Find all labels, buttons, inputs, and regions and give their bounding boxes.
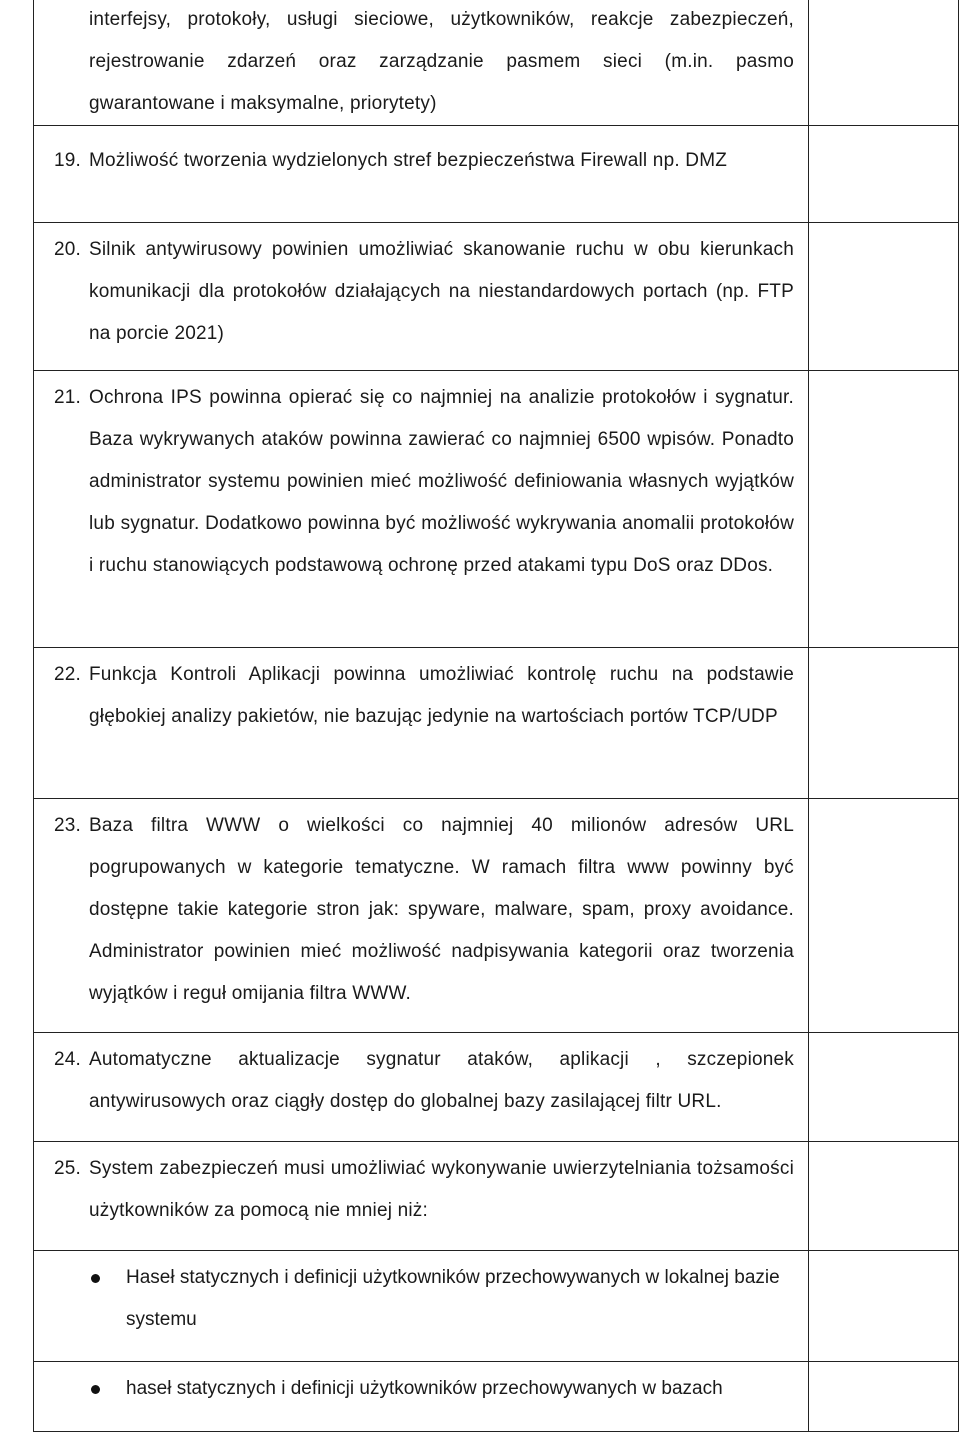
requirement-cell xyxy=(34,799,809,1033)
specification-table xyxy=(33,0,959,1432)
requirement-text: System zabezpieczeń musi umożliwiać wykonywanie uwierzytelniania tożsamości użytkowników za pomocą nie mniej niż: xyxy=(89,1158,794,1221)
requirement-cell xyxy=(34,0,809,126)
item-number: 20. xyxy=(54,239,82,260)
item-number: 21. xyxy=(54,387,82,408)
empty-cell xyxy=(809,371,959,648)
bullet-text: haseł statycznych i definicji użytkowników przechowywanych w bazach xyxy=(126,1378,723,1399)
requirement-cell xyxy=(34,1251,809,1362)
requirement-cell xyxy=(34,126,809,223)
bullet-item xyxy=(34,1251,794,1341)
requirement-text: Baza filtra WWW o wielkości co najmniej 40 milionów adresów URL pogrupowanych w kategorie tematyczne. W ramach filtra www powinny być dostępne takie kategorie stron jak: spyware, malware, spam, proxy avoidance. Administrator powinien mieć możliwość nadpisywania kategorii oraz tworzenia wyjątków i reguł omijania filtra WWW. xyxy=(89,815,794,1004)
empty-cell xyxy=(809,223,959,371)
table-row xyxy=(34,1362,959,1432)
requirement-cell xyxy=(34,1142,809,1251)
empty-cell xyxy=(809,0,959,126)
item-number: 19. xyxy=(54,150,82,171)
requirement-cell xyxy=(34,371,809,648)
requirement-text: Automatyczne aktualizacje sygnatur ataków, aplikacji , szczepionek antywirusowych oraz ciągły dostęp do globalnej bazy zasilającej filtr URL. xyxy=(89,1049,794,1112)
table-row xyxy=(34,223,959,371)
table-row xyxy=(34,648,959,799)
requirement-cell xyxy=(34,1033,809,1142)
requirement-text: Funkcja Kontroli Aplikacji powinna umożliwiać kontrolę ruchu na podstawie głębokiej analizy pakietów, nie bazując jedynie na wartościach portów TCP/UDP xyxy=(89,664,794,727)
table-row xyxy=(34,371,959,648)
requirement-text: Silnik antywirusowy powinien umożliwiać skanowanie ruchu w obu kierunkach komunikacji dla protokołów działających na niestandardowych portach (np. FTP na porcie 2021) xyxy=(89,239,794,344)
table-row xyxy=(34,1251,959,1362)
table-row xyxy=(34,799,959,1033)
empty-cell xyxy=(809,126,959,223)
requirement-text: interfejsy, protokoły, usługi sieciowe, użytkowników, reakcje zabezpieczeń, rejestrowanie zdarzeń oraz zarządzanie pasmem sieci (m.in. pasmo gwarantowane i maksymalne, priorytety) xyxy=(89,9,794,114)
requirement-cell xyxy=(34,648,809,799)
table-row xyxy=(34,126,959,223)
empty-cell xyxy=(809,648,959,799)
table-row xyxy=(34,1033,959,1142)
item-number: 22. xyxy=(54,664,82,685)
bullet-icon xyxy=(91,1274,100,1283)
empty-cell xyxy=(809,799,959,1033)
empty-cell xyxy=(809,1251,959,1362)
item-number: 23. xyxy=(54,815,82,836)
empty-cell xyxy=(809,1142,959,1251)
requirement-text: Ochrona IPS powinna opierać się co najmniej na analizie protokołów i sygnatur. Baza wykrywanych ataków powinna zawierać co najmniej 6500 wpisów. Ponadto administrator systemu powinien mieć możliwość definiowania własnych wyjątków lub sygnatur. Dodatkowo powinna być możliwość wykrywania anomalii protokołów i ruchu stanowiących podstawową ochronę przed atakami typu DoS oraz DDos. xyxy=(89,387,794,576)
empty-cell xyxy=(809,1033,959,1142)
item-number: 25. xyxy=(54,1158,82,1179)
item-number: 24. xyxy=(54,1049,82,1070)
requirement-cell xyxy=(34,223,809,371)
table-row xyxy=(34,1142,959,1251)
requirement-cell xyxy=(34,1362,809,1432)
empty-cell xyxy=(809,1362,959,1432)
table-row xyxy=(34,0,959,126)
bullet-icon xyxy=(91,1385,100,1394)
bullet-text: Haseł statycznych i definicji użytkowników przechowywanych w lokalnej bazie systemu xyxy=(126,1267,780,1330)
requirement-text: Możliwość tworzenia wydzielonych stref bezpieczeństwa Firewall np. DMZ xyxy=(89,150,728,171)
bullet-item xyxy=(34,1362,794,1410)
